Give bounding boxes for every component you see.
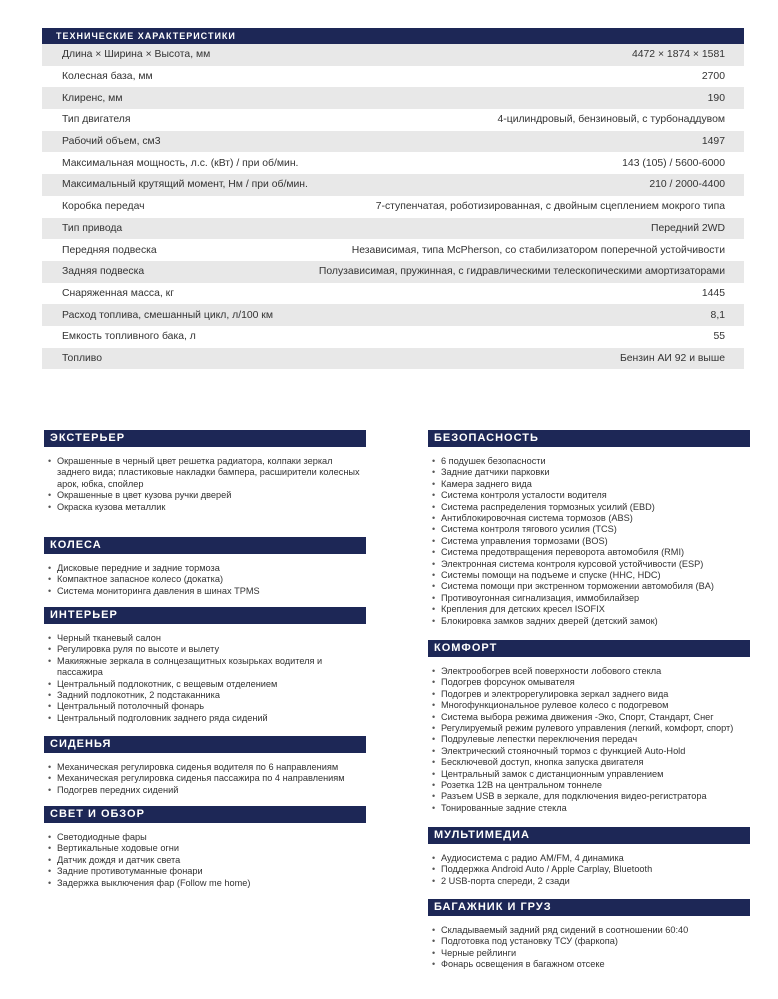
list-item: • Система распределения тормозных усилий (EBD) (432, 502, 750, 513)
spec-value: 55 (713, 331, 725, 343)
spec-value: 210 / 2000-4400 (649, 179, 725, 191)
section-interior (44, 607, 366, 724)
list-item: • Черный тканевый салон (48, 633, 366, 644)
spec-row (42, 218, 744, 240)
spec-row (42, 239, 744, 261)
list-item: • Бесключевой доступ, кнопка запуска двигателя (432, 757, 750, 768)
list-item: • Светодиодные фары (48, 832, 366, 843)
spec-row (42, 152, 744, 174)
section-safety (428, 430, 750, 627)
spec-row (42, 348, 744, 370)
list-item: • Система контроля тягового усилия (TCS) (432, 524, 750, 535)
feature-list (44, 624, 366, 724)
list-item: • Электрический стояночный тормоз с функцией Auto-Hold (432, 746, 750, 757)
list-item: • Складываемый задний ряд сидений в соотношении 60:40 (432, 925, 750, 936)
section-title: КОМФОРТ (428, 640, 750, 657)
list-item: • Окрашенные в черный цвет решетка радиатора, колпаки зеркал заднего вида; пластиковые накладки бампера, расширители колесных арок, юбка, спойлер (48, 456, 366, 490)
spec-table (42, 28, 744, 369)
spec-label: Максимальная мощность, л.с. (кВт) / при об/мин. (62, 157, 299, 169)
spec-value: 7-ступенчатая, роботизированная, с двойным сцеплением мокрого типа (375, 201, 725, 213)
list-item: • Черные рейлинги (432, 948, 750, 959)
spec-value: 1497 (701, 136, 725, 148)
list-item: • Многофункциональное рулевое колесо с подогревом (432, 700, 750, 711)
list-item: • Системы помощи на подъеме и спуске (HHC, HDC) (432, 570, 750, 581)
spec-label: Снаряженная масса, кг (62, 287, 175, 299)
spec-value: 2700 (701, 71, 725, 83)
spec-label: Рабочий объем, см3 (62, 136, 161, 148)
list-item: • Механическая регулировка сиденья пассажира по 4 направлениям (48, 773, 366, 784)
spec-row (42, 66, 744, 88)
spec-label: Коробка передач (62, 201, 145, 213)
spec-row (42, 326, 744, 348)
list-item: • Система помощи при экстренном торможении автомобиля (BA) (432, 581, 750, 592)
spec-value: Независимая, типа McPherson, со стабилизатором поперечной устойчивости (351, 244, 725, 256)
feature-list (428, 657, 750, 814)
list-item: • Датчик дождя и датчик света (48, 855, 366, 866)
list-item: • Задние противотуманные фонари (48, 866, 366, 877)
spec-label: Емкость топливного бака, л (62, 331, 196, 343)
section-title: КОЛЕСА (44, 537, 366, 554)
spec-row (42, 44, 744, 66)
spec-label: Колесная база, мм (62, 71, 153, 83)
section-title: ЭКСТЕРЬЕР (44, 430, 366, 447)
feature-list (44, 753, 366, 796)
list-item: • Система предотвращения переворота автомобиля (RMI) (432, 547, 750, 558)
section-exterior (44, 430, 366, 513)
spec-rows (42, 44, 744, 369)
list-item: • Подогрев и электрорегулировка зеркал заднего вида (432, 689, 750, 700)
section-seats (44, 736, 366, 796)
section-title: БЕЗОПАСНОСТЬ (428, 430, 750, 447)
section-light-visibility (44, 806, 366, 889)
feature-list (428, 916, 750, 971)
section-title: ИНТЕРЬЕР (44, 607, 366, 624)
spec-value: Бензин АИ 92 и выше (619, 352, 725, 364)
list-item: • Поддержка Android Auto / Apple Carplay, Bluetooth (432, 864, 750, 875)
list-item: • Фонарь освещения в багажном отсеке (432, 959, 750, 970)
list-item: • Система контроля усталости водителя (432, 490, 750, 501)
spec-value: 1445 (701, 287, 725, 299)
spec-row (42, 109, 744, 131)
list-item: • Крепления для детских кресел ISOFIX (432, 604, 750, 615)
spec-row (42, 283, 744, 305)
section-trunk-cargo (428, 899, 750, 971)
feature-list (44, 447, 366, 513)
list-item: • Система выбора режима движения -Эко, Спорт, Стандарт, Снег (432, 712, 750, 723)
feature-list (428, 844, 750, 887)
list-item: • Вертикальные ходовые огни (48, 843, 366, 854)
list-item: • Дисковые передние и задние тормоза (48, 563, 366, 574)
section-comfort (428, 640, 750, 814)
spec-value: 190 (707, 92, 725, 104)
section-title: СИДЕНЬЯ (44, 736, 366, 753)
spec-table-title: ТЕХНИЧЕСКИЕ ХАРАКТЕРИСТИКИ (42, 28, 744, 44)
spec-row (42, 196, 744, 218)
spec-value: Передний 2WD (651, 222, 725, 234)
list-item: • Центральный потолочный фонарь (48, 701, 366, 712)
feature-list (44, 554, 366, 597)
list-item: • Центральный подголовник заднего ряда сидений (48, 713, 366, 724)
list-item: • Окраска кузова металлик (48, 502, 366, 513)
list-item: • Регулировка руля по высоте и вылету (48, 644, 366, 655)
spec-label: Максимальный крутящий момент, Нм / при об/мин. (62, 179, 308, 191)
list-item: • Блокировка замков задних дверей (детский замок) (432, 616, 750, 627)
spec-value: 143 (105) / 5600-6000 (622, 157, 725, 169)
list-item: • Центральный замок с дистанционным управлением (432, 769, 750, 780)
section-title: МУЛЬТИМЕДИА (428, 827, 750, 844)
spec-label: Задняя подвеска (62, 266, 145, 278)
list-item: • Центральный подлокотник, с вещевым отделением (48, 679, 366, 690)
list-item: • Регулируемый режим рулевого управления (легкий, комфорт, спорт) (432, 723, 750, 734)
list-item: • Разъем USB в зеркале, для подключения видео-регистратора (432, 791, 750, 802)
spec-row (42, 174, 744, 196)
section-multimedia (428, 827, 750, 887)
list-item: • Подогрев форсунок омывателя (432, 677, 750, 688)
spec-label: Клиренс, мм (62, 92, 123, 104)
list-item: • Аудиосистема с радио AM/FM, 4 динамика (432, 853, 750, 864)
spec-label: Тип привода (62, 222, 123, 234)
list-item: • Электрообогрев всей поверхности лобового стекла (432, 666, 750, 677)
list-item: • Задние датчики парковки (432, 467, 750, 478)
list-item: • Электронная система контроля курсовой устойчивости (ESP) (432, 559, 750, 570)
section-wheels (44, 537, 366, 597)
list-item: • Система мониторинга давления в шинах TPMS (48, 586, 366, 597)
spec-label: Тип двигателя (62, 114, 131, 126)
spec-label: Длина × Ширина × Высота, мм (62, 49, 211, 61)
list-item: • Макияжные зеркала в солнцезащитных козырьках водителя и пассажира (48, 656, 366, 679)
spec-row (42, 131, 744, 153)
list-item: • Противоугонная сигнализация, иммобилайзер (432, 593, 750, 604)
list-item: • Тонированные задние стекла (432, 803, 750, 814)
list-item: • Задний подлокотник, 2 подстаканника (48, 690, 366, 701)
list-item: • Компактное запасное колесо (докатка) (48, 574, 366, 585)
list-item: • Окрашенные в цвет кузова ручки дверей (48, 490, 366, 501)
list-item: • 2 USB-порта спереди, 2 сзади (432, 876, 750, 887)
spec-row (42, 87, 744, 109)
list-item: • Камера заднего вида (432, 479, 750, 490)
spec-value: 4472 × 1874 × 1581 (631, 49, 725, 61)
spec-label: Передняя подвеска (62, 244, 157, 256)
spec-value: 8,1 (710, 309, 725, 321)
list-item: • Система управления тормозами (BOS) (432, 536, 750, 547)
section-title: БАГАЖНИК И ГРУЗ (428, 899, 750, 916)
spec-label: Топливо (62, 352, 102, 364)
list-item: • 6 подушек безопасности (432, 456, 750, 467)
list-item: • Розетка 12В на центральном тоннеле (432, 780, 750, 791)
spec-row (42, 261, 744, 283)
list-item: • Подогрев передних сидений (48, 785, 366, 796)
section-title: СВЕТ И ОБЗОР (44, 806, 366, 823)
feature-list (44, 823, 366, 889)
list-item: • Механическая регулировка сиденья водителя по 6 направлениям (48, 762, 366, 773)
list-item: • Подрулевые лепестки переключения передач (432, 734, 750, 745)
list-item: • Подготовка под установку ТСУ (фаркопа) (432, 936, 750, 947)
list-item: • Антиблокировочная система тормозов (ABS) (432, 513, 750, 524)
spec-label: Расход топлива, смешанный цикл, л/100 км (62, 309, 273, 321)
feature-list (428, 447, 750, 627)
spec-value: 4-цилиндровый, бензиновый, с турбонаддувом (497, 114, 725, 126)
spec-value: Полузависимая, пружинная, с гидравлическими телескопическими амортизаторами (318, 266, 725, 278)
list-item: • Задержка выключения фар (Follow me home) (48, 878, 366, 889)
spec-row (42, 304, 744, 326)
